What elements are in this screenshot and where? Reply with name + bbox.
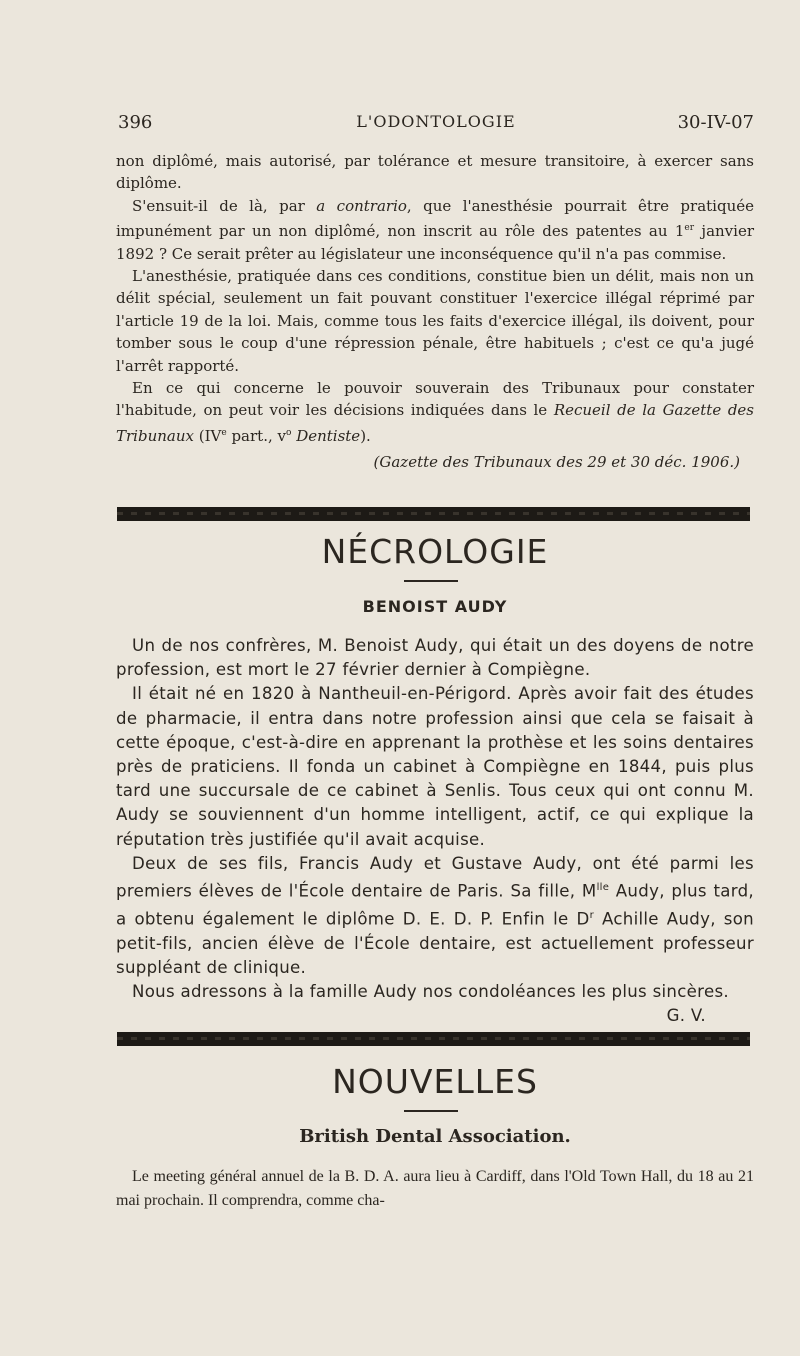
section-title: NÉCROLOGIE — [321, 532, 549, 571]
title-rule — [404, 1110, 458, 1112]
source-citation: (Gazette des Tribunaux des 29 et 30 déc. 1906.) — [373, 453, 740, 472]
section-divider — [117, 1032, 750, 1046]
article-continuation — [116, 150, 754, 474]
paragraph: Un de nos confrères, M. Benoist Audy, qui était un des doyens de notre profession, est mort le 27 février dernier à Compiègne. — [116, 636, 754, 680]
section-subtitle: BENOIST AUDY — [362, 597, 508, 616]
obituary-body — [116, 634, 754, 1028]
signature: G. V. — [666, 1006, 706, 1026]
news-body — [116, 1165, 754, 1213]
section-title: NOUVELLES — [332, 1062, 538, 1101]
paragraph: Il était né en 1820 à Nantheuil-en-Périgord. Après avoir fait des études de pharmacie, il entra dans notre profession ainsi que cela se faisait à cette époque, c'est-à-dire en apprenant la prothèse et les soins dentaires près de praticiens. Il fonda un cabinet à Compiègne en 1844, puis plus tard une succursale de ce cabinet à Senlis. Tous ceux qui ont connu M. Audy se souviennent d'un homme intelligent, actif, ce qui explique la réputation très justifiée qu'il avait acquise. — [116, 684, 754, 849]
journal-title: L'ODONTOLOGIE — [356, 112, 516, 131]
running-header — [118, 112, 754, 140]
section-subtitle: British Dental Association. — [299, 1126, 571, 1147]
paragraph: S'ensuit-il de là, par a contrario, que l'anesthésie pourrait être pratiquée impunément par un non diplômé, non inscrit au rôle des patentes au 1er janvier 1892 ? Ce serait prêter au législateur une inconséquence qu'il n'a pas commise. — [116, 196, 754, 263]
page-number: 396 — [118, 112, 153, 133]
paragraph: En ce qui concerne le pouvoir souverain des Tribunaux pour constater l'habitude, on peut voir les décisions indiquées dans le Recueil de la Gazette des Tribunaux (IVe part., $v^o$ Dentiste). — [116, 379, 755, 445]
paragraph: non diplômé, mais autorisé, par tolérance et mesure transitoire, à exercer sans diplôme. — [116, 152, 754, 193]
issue-date: 30-IV-07 — [677, 112, 754, 133]
paragraph: Deux de ses fils, Francis Audy et Gustave Audy, ont été parmi les premiers élèves de l'École dentaire de Paris. Sa fille, $M^{lle}$ Audy, plus tard, a obtenu également le diplôme D. E. D. P. Enfin le $D^r$ Achille Audy, son petit-fils, ancien élève de l'École dentaire, est actuellement professeur suppléant de clinique. — [116, 853, 754, 977]
title-rule — [404, 580, 458, 582]
paragraph: L'anesthésie, pratiquée dans ces conditions, constitue bien un délit, mais non un délit spécial, seulement un fait pouvant constituer l'exercice illégal réprimé par l'article 19 de la loi. Mais, comme tous les faits d'exercice illégal, ils doivent, pour tomber sous le coup d'une répression pénale, être habituels ; c'est ce qu'a jugé l'arrêt rapporté. — [116, 267, 754, 375]
paragraph: Nous adressons à la famille Audy nos condoléances les plus sincères. — [132, 981, 729, 1001]
paragraph: Le meeting général annuel de la B. D. A. aura lieu à Cardiff, dans l'Old Town Hall, du 18 au 21 mai prochain. Il comprendra, comme cha- — [116, 1168, 754, 1209]
section-divider — [117, 507, 750, 521]
